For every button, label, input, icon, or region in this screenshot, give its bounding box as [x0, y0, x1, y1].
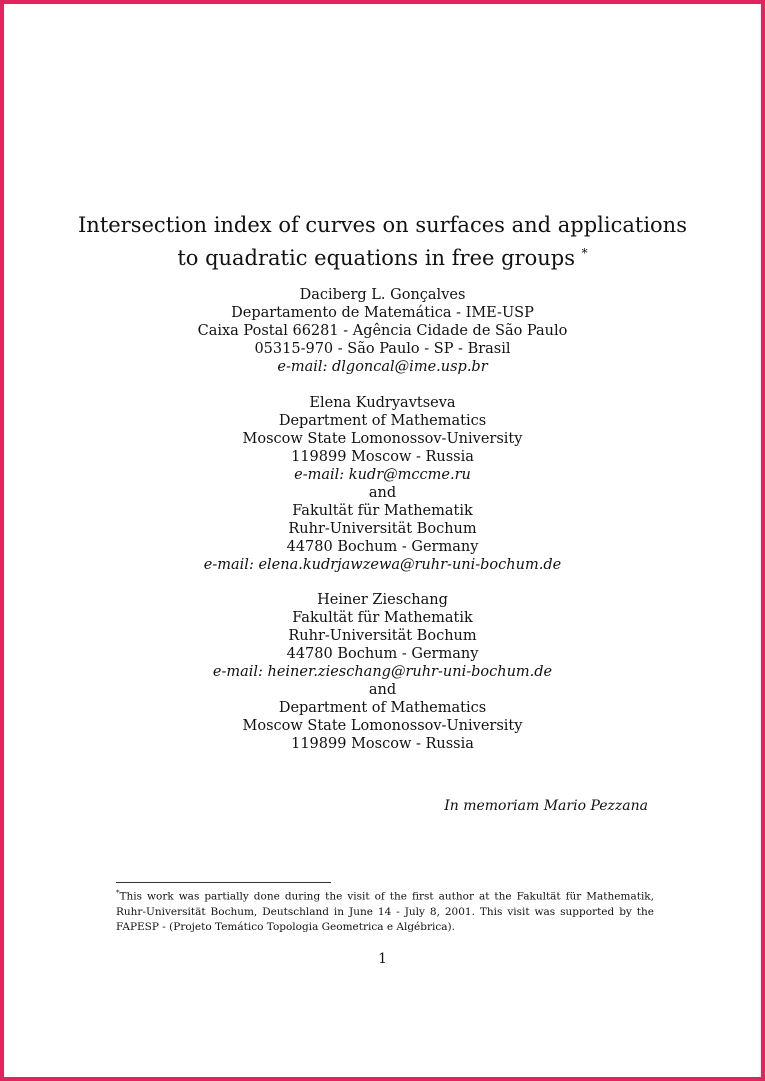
footnote-text: This work was partially done during the visit of the first author at the Fakultät für Mathematik, Ruhr-Universität Bochum, Deutschland in June 14 - July 8, 2001. This visit was supported by the FAPESP - (Projeto Temático Topologia Geometrica e Algébrica).	[116, 890, 654, 933]
author-email[interactable]: e-mail: heiner.zieschang@ruhr-uni-bochum.de	[212, 664, 553, 680]
affiliation-line: 05315-970 - São Paulo - SP - Brasil	[254, 341, 511, 357]
affiliation-line: 119899 Moscow - Russia	[291, 449, 474, 465]
author-email[interactable]: e-mail: dlgoncal@ime.usp.br	[277, 359, 488, 375]
affiliation-line: 44780 Bochum - Germany	[286, 646, 479, 662]
footnote-mark: *	[116, 889, 120, 897]
affiliation-line: Ruhr-Universität Bochum	[288, 628, 477, 644]
footnote	[116, 886, 654, 935]
author-block-kudryavtseva	[0, 394, 765, 574]
affiliation-line: 44780 Bochum - Germany	[286, 539, 479, 555]
affiliation-line: Fakultät für Mathematik	[292, 610, 473, 626]
and-connector: and	[368, 485, 397, 501]
title-line-1: Intersection index of curves on surfaces and applications	[78, 213, 687, 237]
affiliation-line: Moscow State Lomonossov-University	[242, 431, 523, 447]
affiliation-line: Caixa Postal 66281 - Agência Cidade de São Paulo	[197, 323, 568, 339]
author-name: Elena Kudryavtseva	[309, 395, 456, 411]
and-connector: and	[368, 682, 397, 698]
author-email[interactable]: e-mail: elena.kudrjawzewa@ruhr-uni-bochum.de	[203, 557, 562, 573]
affiliation-line: 119899 Moscow - Russia	[291, 736, 474, 752]
paper-title	[0, 211, 765, 272]
title-line-2	[0, 239, 765, 272]
footnote-rule	[116, 882, 331, 883]
page-number: 1	[378, 951, 387, 967]
affiliation-line: Department of Mathematics	[278, 700, 487, 716]
affiliation-line: Moscow State Lomonossov-University	[242, 718, 523, 734]
dedication: In memoriam Mario Pezzana	[444, 798, 648, 814]
title-footnote-mark: *	[581, 246, 588, 260]
affiliation-line: Department of Mathematics	[278, 413, 487, 429]
author-block-goncalves	[0, 286, 765, 376]
affiliation-line: Departamento de Matemática - IME-USP	[231, 305, 534, 321]
title-line-2-text: to quadratic equations in free groups	[177, 246, 575, 270]
author-block-zieschang	[0, 591, 765, 753]
affiliation-line: Fakultät für Mathematik	[292, 503, 473, 519]
author-email[interactable]: e-mail: kudr@mccme.ru	[294, 467, 471, 483]
author-name: Daciberg L. Gonçalves	[299, 287, 466, 303]
affiliation-line: Ruhr-Universität Bochum	[288, 521, 477, 537]
author-name: Heiner Zieschang	[317, 592, 448, 608]
